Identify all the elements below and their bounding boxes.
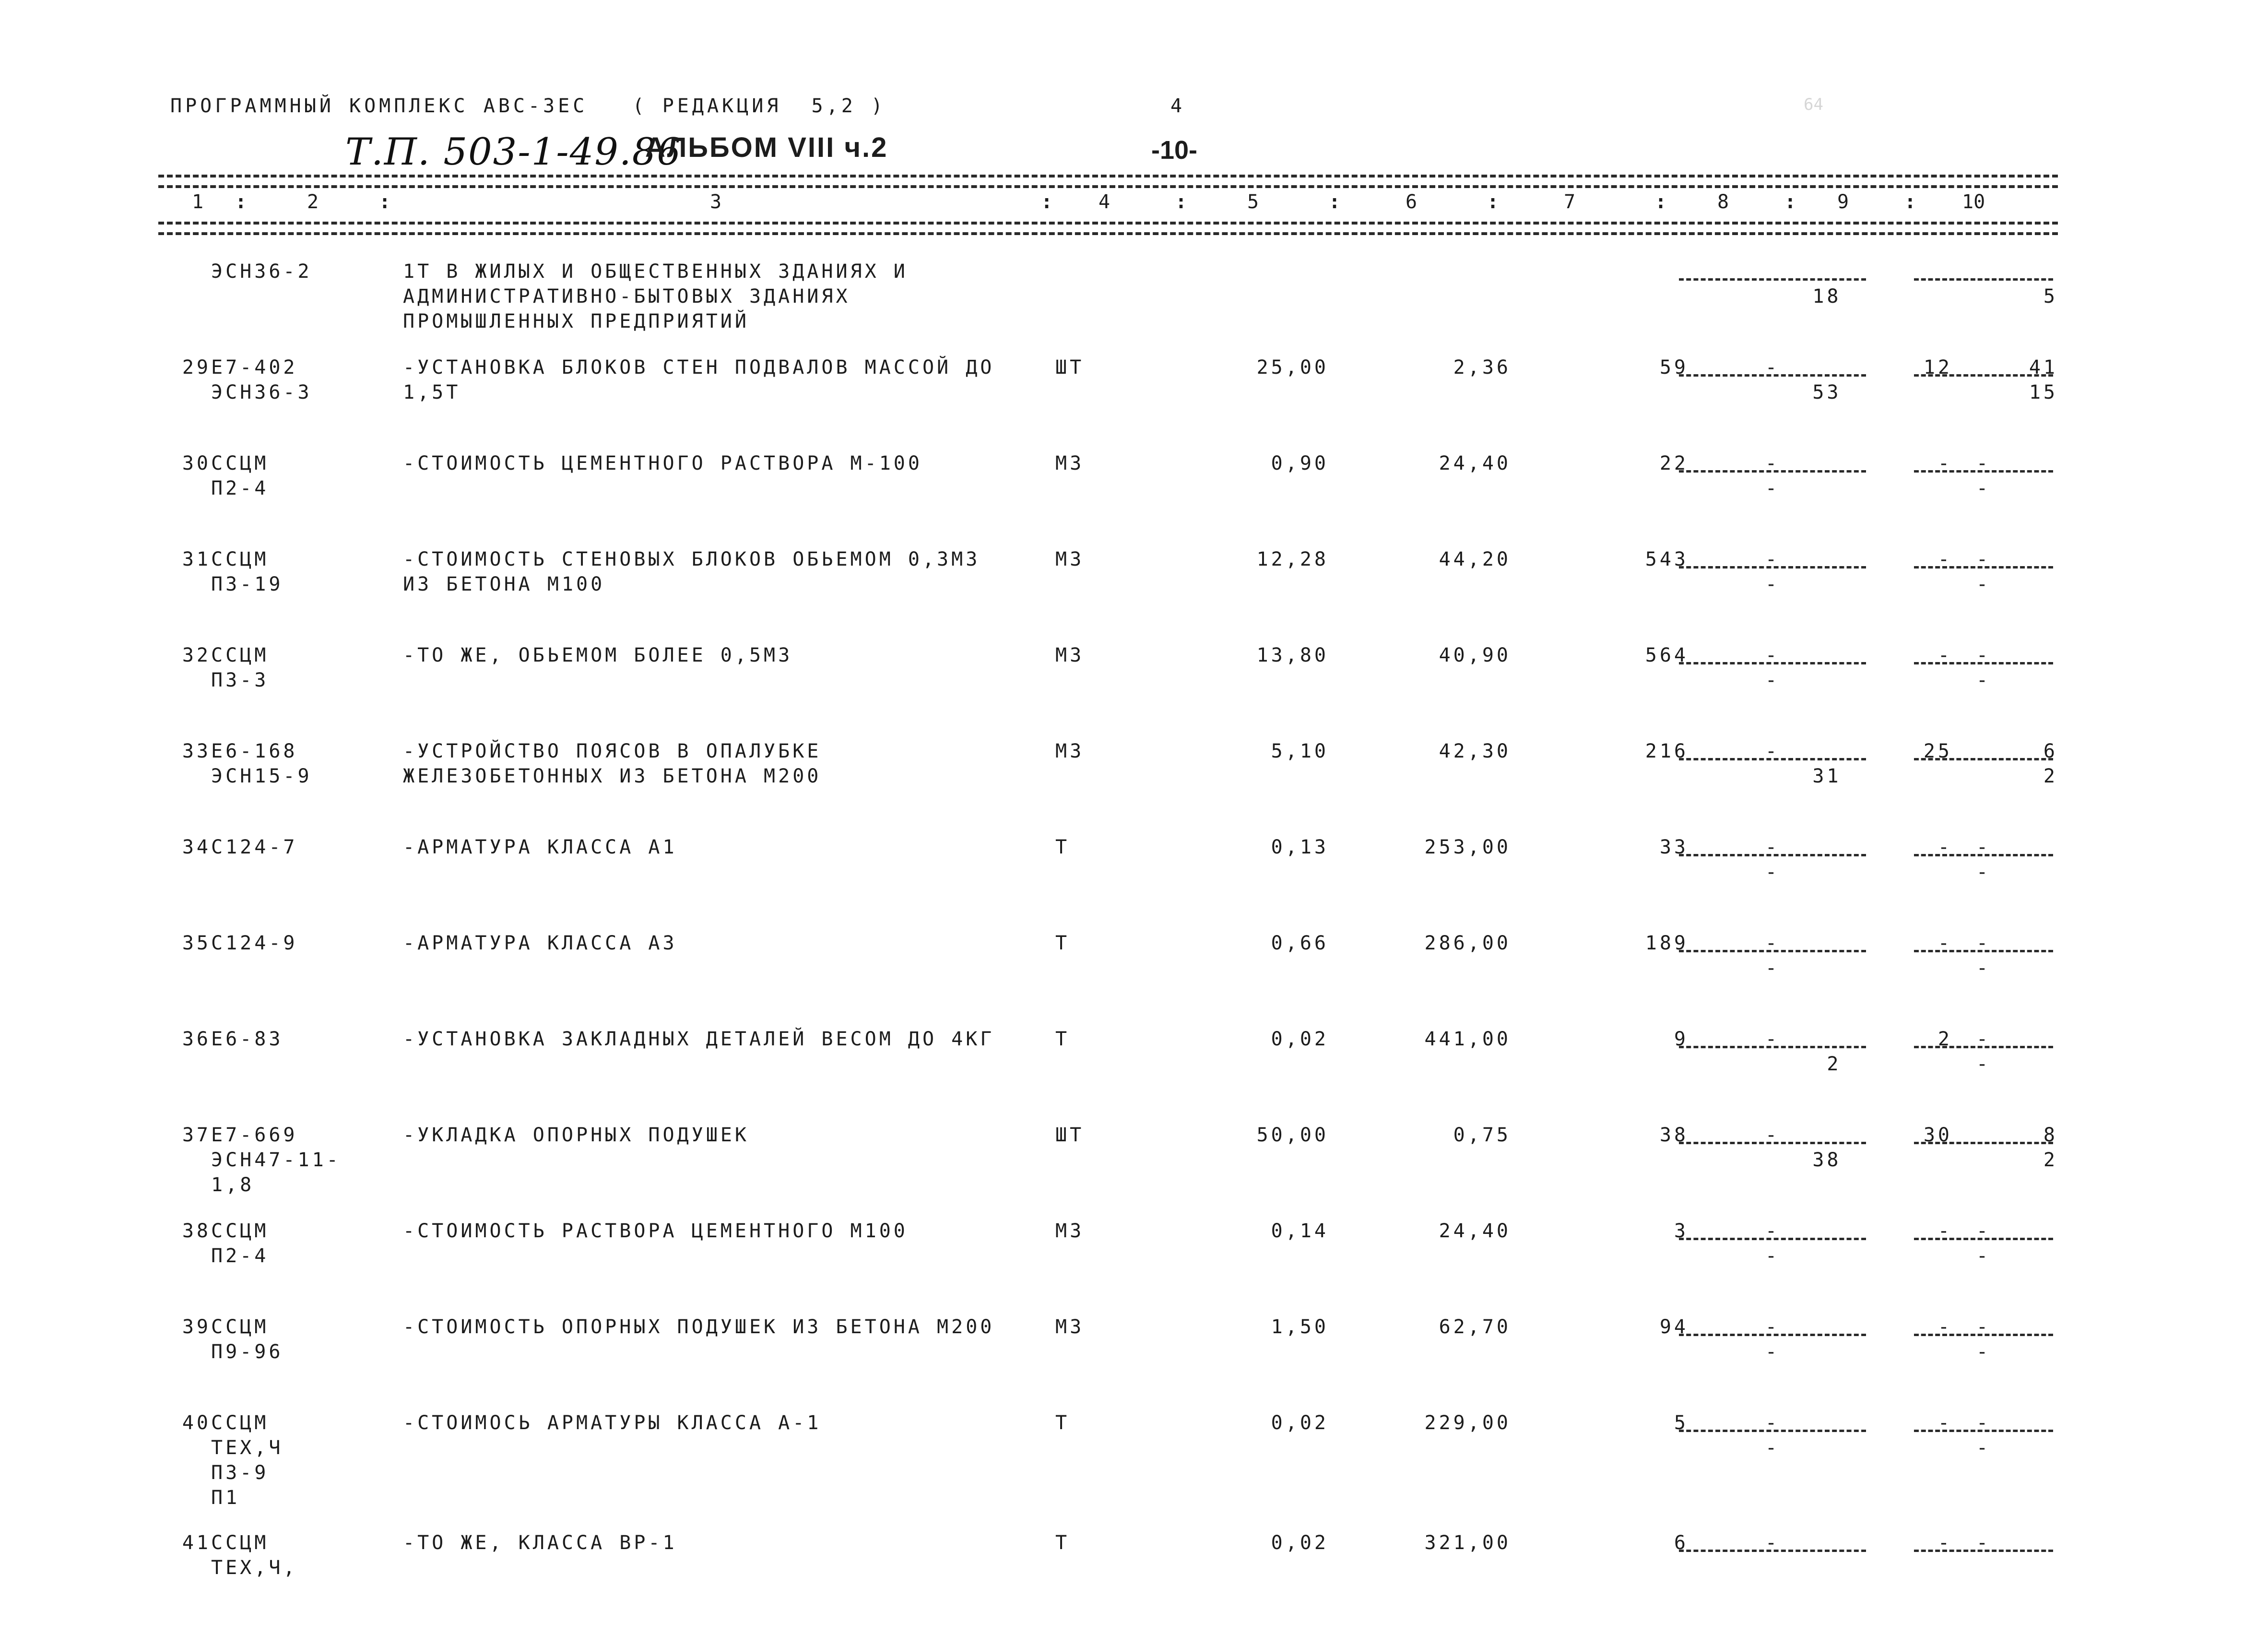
row-total: 33 [1659, 836, 1689, 858]
fraction-line [1679, 470, 1866, 473]
row-quantity: 0,66 [1271, 932, 1329, 954]
column-10-top: 41 [2029, 356, 2058, 379]
row-column-9: 30 [1923, 1124, 1952, 1146]
column-8-fraction [1674, 1123, 1871, 1209]
column-8-bottom: - [1765, 1245, 1780, 1267]
row-unit-price: 441,00 [1424, 1028, 1511, 1050]
row-number: 40 [182, 1412, 211, 1434]
column-8-fraction [1674, 739, 1871, 825]
row-number: 38 [182, 1220, 211, 1242]
column-10-fraction [1909, 547, 2058, 633]
column-10-bottom: - [1976, 477, 1991, 499]
row-code: П2-4 [211, 477, 269, 499]
row-unit-price: 24,40 [1439, 452, 1511, 474]
row-description: -СТОИМОСЬ АРМАТУРЫ КЛАССА А-1 [403, 1412, 822, 1434]
column-10-top: - [1976, 1316, 1991, 1338]
row-code: П3-19 [211, 573, 284, 595]
row-description: -АРМАТУРА КЛАССА А1 [403, 836, 677, 858]
header-bottom-rule-inner [158, 232, 2058, 235]
row-number: 33 [182, 740, 211, 762]
row-total: 3 [1674, 1220, 1689, 1242]
row-column-9: - [1937, 836, 1952, 858]
row-unit-price: 42,30 [1439, 740, 1511, 762]
fraction-line [1914, 278, 2053, 281]
column-10-fraction [1909, 259, 2058, 345]
column-separator: : [1655, 191, 1667, 213]
fraction-line [1914, 566, 2053, 568]
fraction-line [1679, 1142, 1866, 1144]
column-10-top: - [1976, 1220, 1991, 1242]
column-10-top: - [1976, 1412, 1991, 1434]
row-code: ССЦМ [211, 548, 269, 570]
column-10-top: - [1976, 836, 1991, 858]
fraction-line [1679, 758, 1866, 760]
row-code: П3-3 [211, 669, 269, 691]
row-column-9: - [1937, 644, 1952, 666]
row-unit-price: 24,40 [1439, 1220, 1511, 1242]
row-description: ИЗ БЕТОНА М100 [403, 573, 605, 595]
row-code: П1 [211, 1487, 240, 1509]
row-code: ЭСН36-2 [211, 261, 312, 283]
column-8-fraction [1674, 259, 1871, 345]
fraction-line [1914, 374, 2053, 377]
fraction-line [1914, 758, 2053, 760]
column-10-bottom: - [1976, 861, 1991, 883]
column-10-bottom: 5 [2043, 285, 2058, 308]
row-number: 36 [182, 1028, 211, 1050]
row-code: ССЦМ [211, 1532, 269, 1554]
column-10-fraction [1909, 1530, 2058, 1617]
row-description: -СТОИМОСТЬ ОПОРНЫХ ПОДУШЕК ИЗ БЕТОНА М200 [403, 1316, 995, 1338]
fraction-line [1679, 374, 1866, 377]
row-total: 9 [1674, 1028, 1689, 1050]
column-10-fraction [1909, 739, 2058, 825]
row-code: ССЦМ [211, 1316, 269, 1338]
row-code: Е6-83 [211, 1028, 284, 1050]
row-code: Е7-402 [211, 356, 298, 379]
column-8-top: - [1765, 644, 1780, 666]
fraction-line [1679, 1334, 1866, 1336]
fraction-line [1914, 1550, 2053, 1552]
row-unit: М3 [1055, 740, 1085, 762]
row-number: 32 [182, 644, 211, 666]
fraction-line [1914, 854, 2053, 856]
column-8-top: - [1765, 740, 1780, 762]
row-description: 1Т В ЖИЛЫХ И ОБЩЕСТВЕННЫХ ЗДАНИЯХ И [403, 261, 908, 283]
column-number: 9 [1837, 191, 1849, 213]
row-total: 38 [1659, 1124, 1689, 1146]
page-number: -10- [1151, 136, 1198, 165]
row-quantity: 0,02 [1271, 1028, 1329, 1050]
row-code: П2-4 [211, 1245, 269, 1267]
column-number: 3 [710, 191, 722, 213]
row-description: -УКЛАДКА ОПОРНЫХ ПОДУШЕК [403, 1124, 749, 1146]
row-description: -УСТРОЙСТВО ПОЯСОВ В ОПАЛУБКЕ [403, 740, 822, 762]
row-quantity: 0,14 [1271, 1220, 1329, 1242]
row-code: С124-9 [211, 932, 298, 954]
column-separator: : [379, 191, 391, 213]
column-10-top: 8 [2043, 1124, 2058, 1146]
row-code: Е7-669 [211, 1124, 298, 1146]
column-10-fraction [1909, 451, 2058, 537]
column-10-top: - [1976, 644, 1991, 666]
row-quantity: 13,80 [1256, 644, 1329, 666]
row-unit-price: 286,00 [1424, 932, 1511, 954]
row-code: С124-7 [211, 836, 298, 858]
row-number: 34 [182, 836, 211, 858]
row-number: 37 [182, 1124, 211, 1146]
row-total: 59 [1659, 356, 1689, 379]
row-quantity: 5,10 [1271, 740, 1329, 762]
column-10-bottom: 2 [2043, 1149, 2058, 1171]
column-8-fraction [1674, 643, 1871, 729]
row-quantity: 12,28 [1256, 548, 1329, 570]
fraction-line [1679, 950, 1866, 952]
column-separator: : [1487, 191, 1499, 213]
top-rule [158, 175, 2058, 178]
row-description: -СТОИМОСТЬ РАСТВОРА ЦЕМЕНТНОГО М100 [403, 1220, 908, 1242]
row-unit: Т [1055, 932, 1070, 954]
row-column-9: - [1937, 932, 1952, 954]
row-code: ССЦМ [211, 1412, 269, 1434]
row-description: 1,5Т [403, 381, 461, 403]
row-column-9: - [1937, 1220, 1952, 1242]
row-unit: М3 [1055, 548, 1085, 570]
row-column-9: - [1937, 1316, 1952, 1338]
row-description: ПРОМЫШЛЕННЫХ ПРЕДПРИЯТИЙ [403, 310, 749, 332]
column-8-bottom: - [1765, 861, 1780, 883]
row-code: Е6-168 [211, 740, 298, 762]
row-quantity: 50,00 [1256, 1124, 1329, 1146]
column-10-top: - [1976, 1532, 1991, 1554]
column-8-top: - [1765, 356, 1780, 379]
column-number: 8 [1717, 191, 1729, 213]
row-unit: Т [1055, 1028, 1070, 1050]
faint-mark: 64 [1804, 95, 1823, 114]
row-unit: М3 [1055, 644, 1085, 666]
column-10-fraction [1909, 643, 2058, 729]
top-rule-inner [158, 185, 2058, 188]
row-code: ССЦМ [211, 644, 269, 666]
column-8-bottom: - [1765, 477, 1780, 499]
fraction-line [1914, 1334, 2053, 1336]
fraction-line [1679, 1238, 1866, 1240]
column-8-top: - [1765, 1124, 1780, 1146]
row-code: ЭСН36-3 [211, 381, 312, 403]
column-10-bottom: - [1976, 669, 1991, 691]
column-8-top: - [1765, 548, 1780, 570]
column-8-top: - [1765, 1412, 1780, 1434]
column-separator: : [1175, 191, 1187, 213]
row-number: 29 [182, 356, 211, 379]
row-column-9: 12 [1923, 356, 1952, 379]
row-column-9: 25 [1923, 740, 1952, 762]
column-10-fraction [1909, 931, 2058, 1017]
column-8-fraction [1674, 1410, 1871, 1497]
column-8-fraction [1674, 835, 1871, 921]
column-separator: : [1041, 191, 1053, 213]
column-8-bottom: 53 [1812, 381, 1842, 403]
column-number: 2 [307, 191, 319, 213]
row-column-9: - [1937, 452, 1952, 474]
column-8-bottom: - [1765, 669, 1780, 691]
fraction-line [1914, 1238, 2053, 1240]
row-code: ЭСН47-11- [211, 1149, 341, 1171]
column-10-fraction [1909, 1410, 2058, 1497]
column-8-top: - [1765, 1532, 1780, 1554]
row-description: ЖЕЛЕЗОБЕТОННЫХ ИЗ БЕТОНА М200 [403, 765, 822, 787]
row-unit-price: 253,00 [1424, 836, 1511, 858]
column-separator: : [1784, 191, 1796, 213]
row-code: П9-96 [211, 1341, 284, 1363]
column-10-bottom: - [1976, 1053, 1991, 1075]
column-8-fraction [1674, 451, 1871, 537]
row-total: 22 [1659, 452, 1689, 474]
column-8-top: - [1765, 452, 1780, 474]
row-quantity: 0,02 [1271, 1412, 1329, 1434]
row-description: -УСТАНОВКА ЗАКЛАДНЫХ ДЕТАЛЕЙ ВЕСОМ ДО 4КГ [403, 1028, 995, 1050]
fraction-line [1679, 662, 1866, 664]
fraction-line [1914, 1430, 2053, 1432]
column-8-bottom: - [1765, 1437, 1780, 1459]
row-unit-price: 40,90 [1439, 644, 1511, 666]
row-code: ССЦМ [211, 1220, 269, 1242]
row-quantity: 0,13 [1271, 836, 1329, 858]
column-8-fraction [1674, 355, 1871, 441]
row-quantity: 0,90 [1271, 452, 1329, 474]
row-column-9: - [1937, 1412, 1952, 1434]
row-code: 1,8 [211, 1174, 255, 1196]
column-number: 4 [1099, 191, 1110, 213]
column-8-bottom: 31 [1812, 765, 1842, 787]
column-8-fraction [1674, 1530, 1871, 1617]
column-10-bottom: 15 [2029, 381, 2058, 403]
row-quantity: 25,00 [1256, 356, 1329, 379]
column-separator: : [1329, 191, 1341, 213]
row-quantity: 1,50 [1271, 1316, 1329, 1338]
row-total: 5 [1674, 1412, 1689, 1434]
fraction-line [1679, 1046, 1866, 1048]
column-10-bottom: - [1976, 1341, 1991, 1363]
column-10-top: 6 [2043, 740, 2058, 762]
column-10-top: - [1976, 452, 1991, 474]
column-8-bottom: 18 [1812, 285, 1842, 308]
row-code: ЭСН15-9 [211, 765, 312, 787]
column-10-bottom: - [1976, 573, 1991, 595]
column-8-bottom: - [1765, 1341, 1780, 1363]
row-total: 564 [1645, 644, 1689, 666]
row-description: -СТОИМОСТЬ ЦЕМЕНТНОГО РАСТВОРА М-100 [403, 452, 922, 474]
header-bottom-rule [158, 222, 2058, 225]
fraction-line [1679, 1550, 1866, 1552]
fraction-line [1914, 950, 2053, 952]
fraction-line [1679, 566, 1866, 568]
column-10-fraction [1909, 355, 2058, 441]
column-8-fraction [1674, 931, 1871, 1017]
row-description: -УСТАНОВКА БЛОКОВ СТЕН ПОДВАЛОВ МАССОЙ ДО [403, 356, 995, 379]
column-10-bottom: - [1976, 1245, 1991, 1267]
row-quantity: 0,02 [1271, 1532, 1329, 1554]
row-unit: Т [1055, 836, 1070, 858]
row-total: 216 [1645, 740, 1689, 762]
row-description: -ТО ЖЕ, ОБЬЕМОМ БОЛЕЕ 0,5М3 [403, 644, 793, 666]
row-total: 94 [1659, 1316, 1689, 1338]
column-number: 5 [1247, 191, 1259, 213]
column-8-top: - [1765, 1316, 1780, 1338]
row-code: ТЕХ,Ч [211, 1437, 284, 1459]
column-separator: : [1904, 191, 1916, 213]
row-code: ССЦМ [211, 452, 269, 474]
column-8-bottom: 2 [1827, 1053, 1842, 1075]
column-8-top: - [1765, 932, 1780, 954]
column-number-header [158, 191, 2058, 220]
column-number: 10 [1962, 191, 1985, 213]
column-10-top: - [1976, 548, 1991, 570]
row-description: АДМИНИСТРАТИВНО-БЫТОВЫХ ЗДАНИЯХ [403, 285, 850, 308]
column-8-bottom: - [1765, 573, 1780, 595]
column-number: 1 [192, 191, 204, 213]
fraction-line [1914, 1142, 2053, 1144]
column-separator: : [235, 191, 247, 213]
row-unit: ШТ [1055, 1124, 1085, 1146]
handwritten-reference: Т.П. 503-1-49.86 [345, 130, 682, 174]
column-8-top: - [1765, 1220, 1780, 1242]
column-8-bottom: - [1765, 957, 1780, 979]
column-10-fraction [1909, 1027, 2058, 1113]
row-unit-price: 44,20 [1439, 548, 1511, 570]
column-8-top: - [1765, 836, 1780, 858]
row-number: 39 [182, 1316, 211, 1338]
row-unit-price: 321,00 [1424, 1532, 1511, 1554]
column-8-fraction [1674, 1027, 1871, 1113]
column-8-fraction [1674, 1219, 1871, 1305]
fraction-line [1914, 1046, 2053, 1048]
row-description: -АРМАТУРА КЛАССА А3 [403, 932, 677, 954]
row-unit: М3 [1055, 452, 1085, 474]
column-10-bottom: 2 [2043, 765, 2058, 787]
row-code: П3-9 [211, 1462, 269, 1484]
row-unit: ШТ [1055, 356, 1085, 379]
sheet-number: 4 [1170, 95, 1186, 117]
row-number: 35 [182, 932, 211, 954]
fraction-line [1679, 854, 1866, 856]
column-number: 7 [1564, 191, 1576, 213]
column-8-fraction [1674, 1314, 1871, 1401]
row-unit: Т [1055, 1532, 1070, 1554]
row-unit-price: 62,70 [1439, 1316, 1511, 1338]
column-10-top: - [1976, 932, 1991, 954]
row-unit-price: 2,36 [1453, 356, 1511, 379]
row-unit: Т [1055, 1412, 1070, 1434]
row-number: 41 [182, 1532, 211, 1554]
row-unit-price: 229,00 [1424, 1412, 1511, 1434]
column-10-top: - [1976, 1028, 1991, 1050]
column-8-top: - [1765, 1028, 1780, 1050]
row-unit: М3 [1055, 1316, 1085, 1338]
album-stamp: АЛЬБОМ VIII ч.2 [645, 132, 888, 163]
fraction-line [1679, 278, 1866, 281]
program-header: ПРОГРАММНЫЙ КОМПЛЕКС АВС-3ЕС ( РЕДАКЦИЯ 5,2 ) [170, 95, 886, 117]
row-number: 30 [182, 452, 211, 474]
row-unit: М3 [1055, 1220, 1085, 1242]
row-number: 31 [182, 548, 211, 570]
row-total: 189 [1645, 932, 1689, 954]
column-8-bottom: 38 [1812, 1149, 1842, 1171]
row-total: 6 [1674, 1532, 1689, 1554]
fraction-line [1914, 470, 2053, 473]
row-column-9: - [1937, 1532, 1952, 1554]
row-code: ТЕХ,Ч, [211, 1557, 298, 1579]
row-description: -СТОИМОСТЬ СТЕНОВЫХ БЛОКОВ ОБЬЕМОМ 0,3М3 [403, 548, 980, 570]
row-total: 543 [1645, 548, 1689, 570]
column-10-fraction [1909, 1219, 2058, 1305]
row-unit-price: 0,75 [1453, 1124, 1511, 1146]
column-10-fraction [1909, 1123, 2058, 1209]
fraction-line [1914, 662, 2053, 664]
column-10-bottom: - [1976, 957, 1991, 979]
column-8-fraction [1674, 547, 1871, 633]
column-10-fraction [1909, 835, 2058, 921]
row-column-9: 2 [1937, 1028, 1952, 1050]
column-10-fraction [1909, 1314, 2058, 1401]
fraction-line [1679, 1430, 1866, 1432]
column-10-bottom: - [1976, 1437, 1991, 1459]
row-column-9: - [1937, 548, 1952, 570]
row-description: -ТО ЖЕ, КЛАССА ВР-1 [403, 1532, 677, 1554]
column-number: 6 [1406, 191, 1418, 213]
